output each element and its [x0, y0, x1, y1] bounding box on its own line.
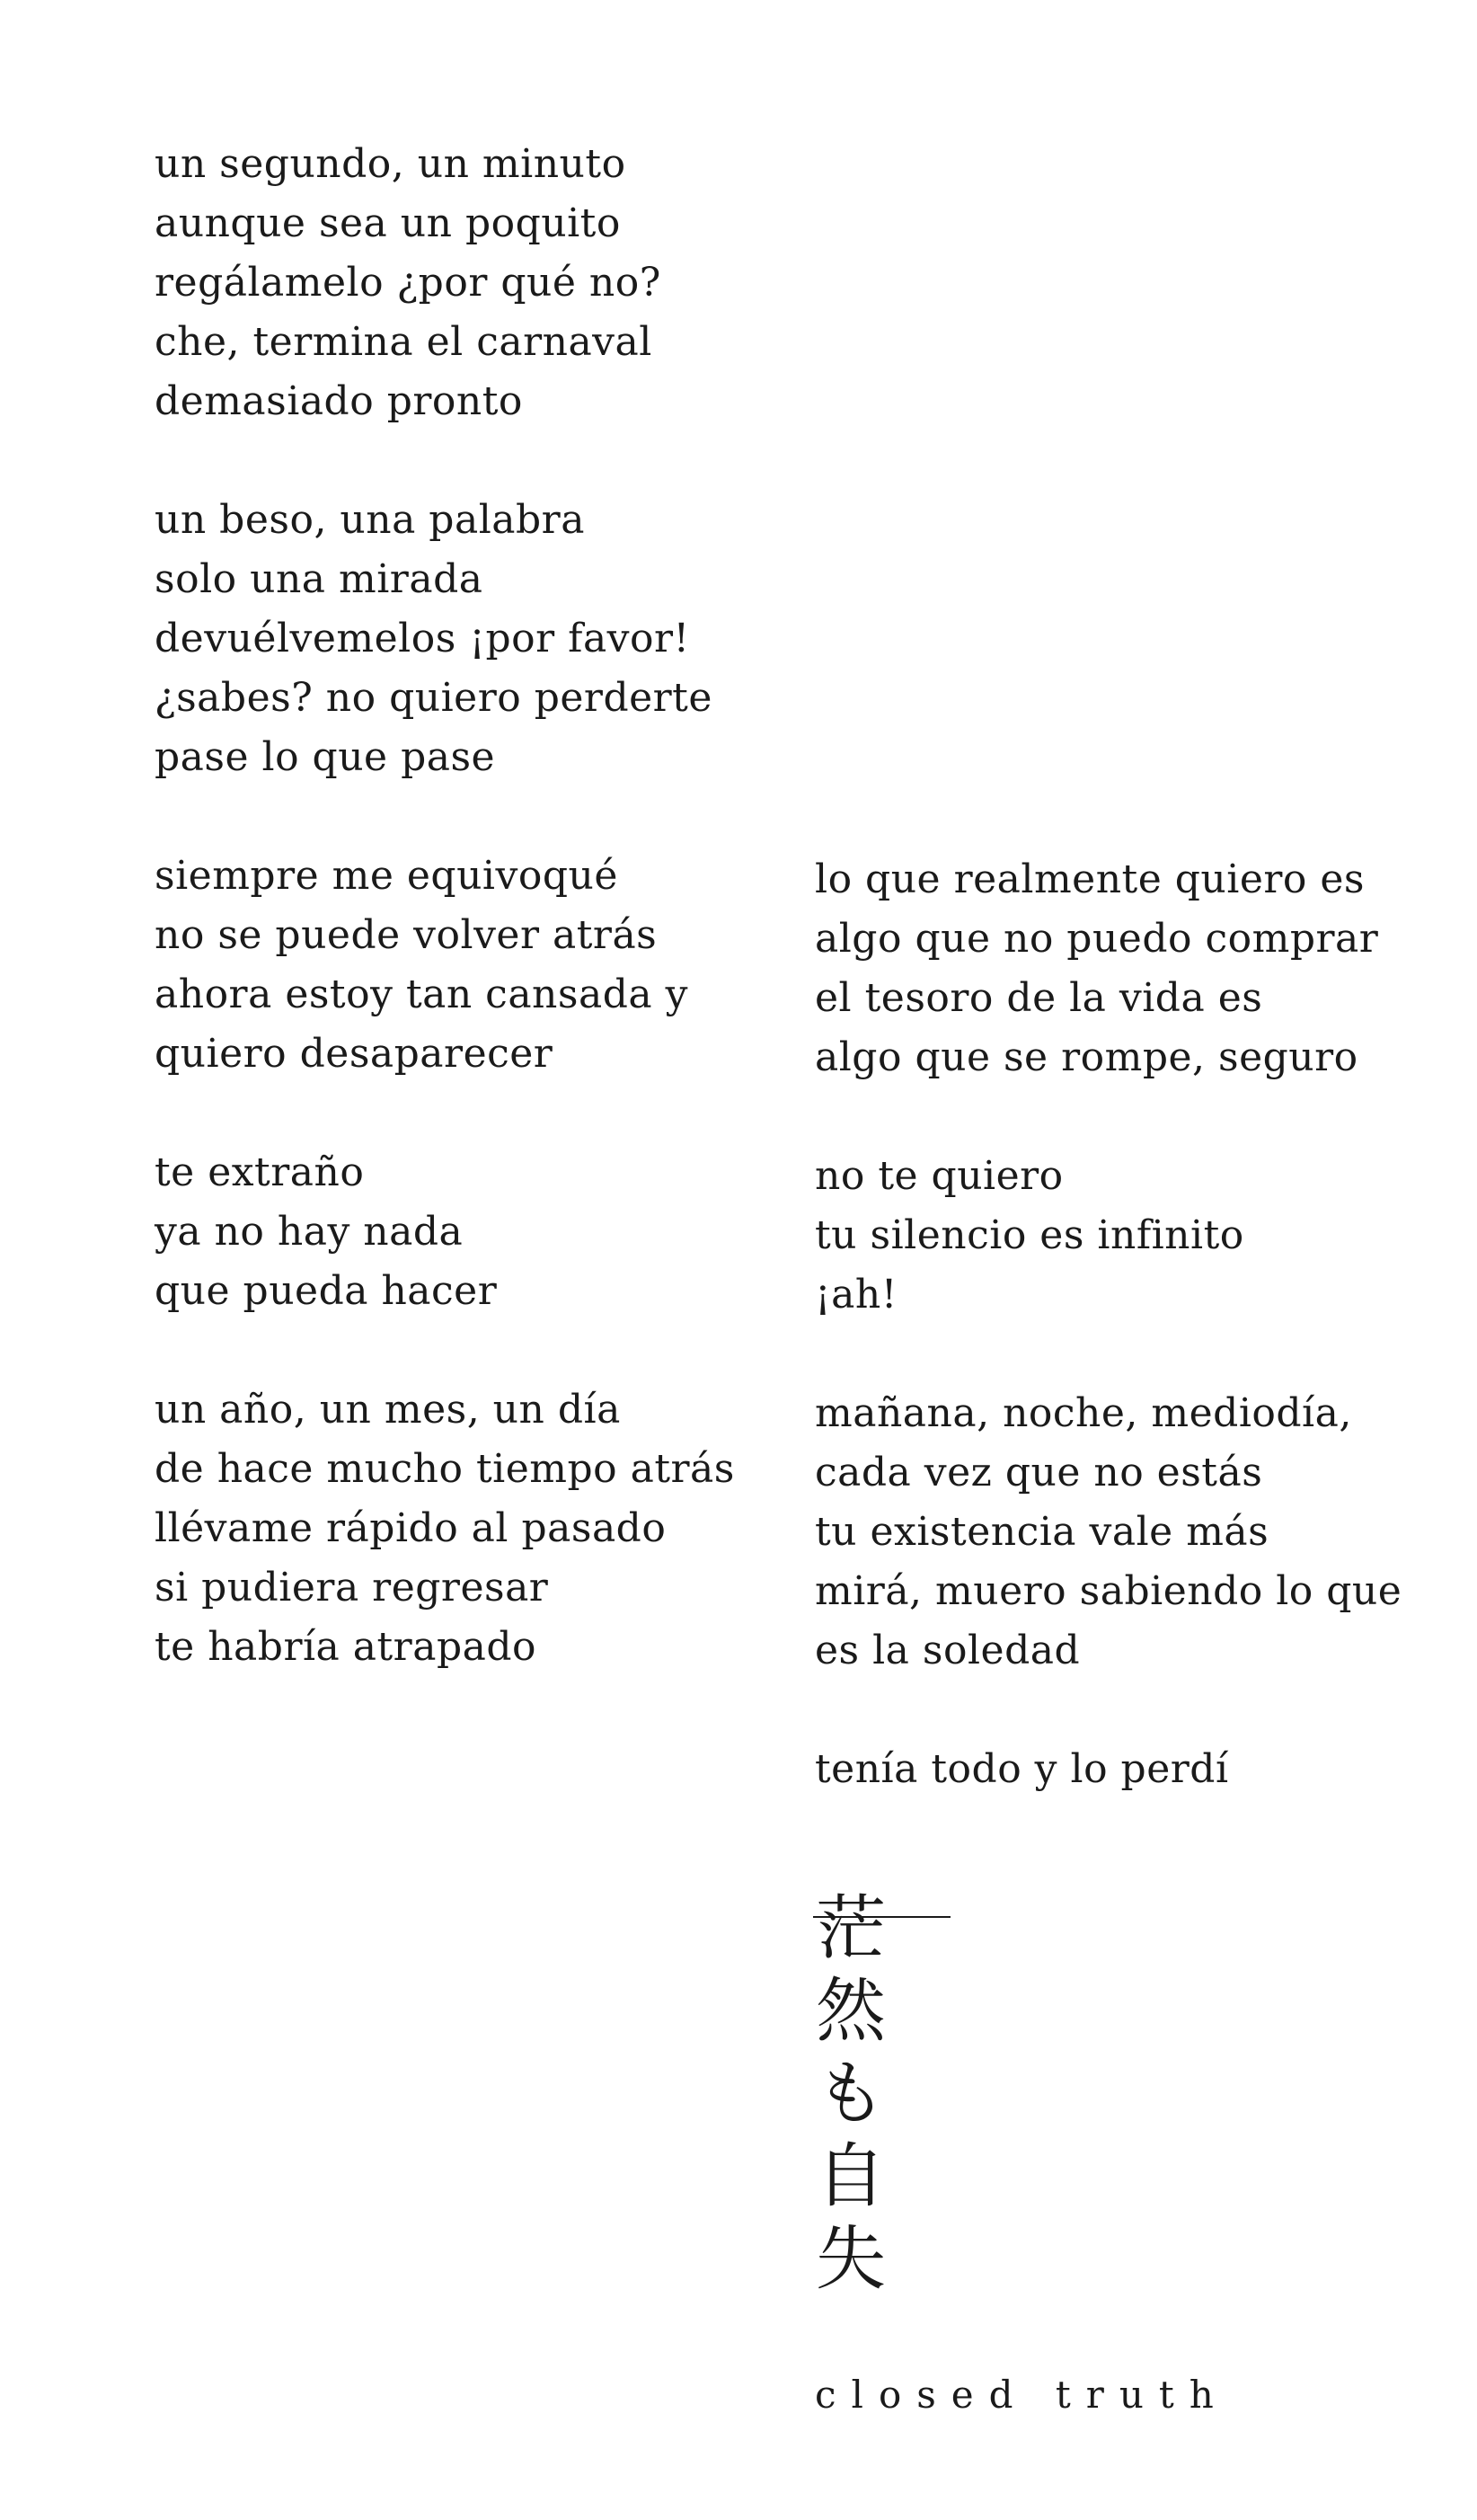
verse-line: algo que no puedo comprar — [815, 916, 1379, 962]
verse-line: de hace mucho tiempo atrás — [155, 1446, 735, 1492]
stanza — [815, 1147, 1462, 1325]
title-character: も — [815, 2054, 886, 2134]
verse-line: no se puede volver atrás — [155, 912, 658, 958]
verse-line: tu silencio es infinito — [815, 1212, 1244, 1258]
verse-line: que pueda hacer — [155, 1268, 498, 1314]
verse-line: no te quiero — [815, 1153, 1064, 1199]
left-verse-column — [155, 135, 783, 1736]
stanza — [815, 1384, 1462, 1681]
verse-line: tenía todo y lo perdí — [815, 1746, 1229, 1792]
verse-line: si pudiera regresar — [155, 1565, 549, 1610]
stanza — [155, 847, 783, 1084]
verse-line: un segundo, un minuto — [155, 141, 626, 187]
verse-line: solo una mirada — [155, 556, 483, 602]
stanza — [815, 1740, 1462, 1799]
stanza — [155, 1380, 783, 1677]
right-verse-column — [815, 850, 1462, 1859]
verse-line: cada vez que no estás — [815, 1450, 1263, 1495]
stanza — [155, 135, 783, 431]
verse-line: te habría atrapado — [155, 1624, 537, 1670]
verse-line: lo que realmente quiero es — [815, 856, 1366, 902]
verse-line: ahora estoy tan cansada y — [155, 972, 688, 1017]
title-character: 失 — [815, 2219, 886, 2300]
verse-line: che, termina el carnaval — [155, 319, 652, 365]
caption: closed truth — [815, 2373, 1229, 2417]
verse-line: un año, un mes, un día — [155, 1387, 621, 1433]
verse-line: demasiado pronto — [155, 378, 523, 424]
verse-line: quiero desaparecer — [155, 1031, 553, 1077]
verse-line: algo que se rompe, seguro — [815, 1034, 1358, 1080]
verse-line: mirá, muero sabiendo lo que — [815, 1568, 1402, 1614]
verse-line: ya no hay nada — [155, 1209, 464, 1255]
verse-line: te extraño — [155, 1149, 365, 1195]
verse-line: siempre me equivoqué — [155, 853, 618, 899]
vertical-title — [813, 1869, 957, 2319]
title-character: 茫 — [815, 1888, 886, 1969]
verse-line: mañana, noche, mediodía, — [815, 1390, 1352, 1436]
stanza — [155, 491, 783, 787]
verse-line: llévame rápido al pasado — [155, 1505, 667, 1551]
verse-line: aunque sea un poquito — [155, 200, 621, 246]
vertical-title-characters — [813, 1887, 889, 2301]
verse-line: ¿sabes? no quiero perderte — [155, 675, 712, 721]
title-character: 然 — [815, 1971, 886, 2052]
verse-line: regálamelo ¿por qué no? — [155, 260, 661, 306]
stanza — [815, 850, 1462, 1087]
stanza — [155, 1143, 783, 1321]
verse-line: pase lo que pase — [155, 734, 496, 780]
verse-line: un beso, una palabra — [155, 497, 585, 543]
verse-line: ¡ah! — [815, 1272, 898, 1318]
title-character: 自 — [815, 2136, 886, 2217]
verse-line: es la soledad — [815, 1628, 1081, 1673]
verse-line: el tesoro de la vida es — [815, 975, 1263, 1021]
verse-line: tu existencia vale más — [815, 1509, 1269, 1555]
verse-line: devuélvemelos ¡por favor! — [155, 616, 690, 661]
